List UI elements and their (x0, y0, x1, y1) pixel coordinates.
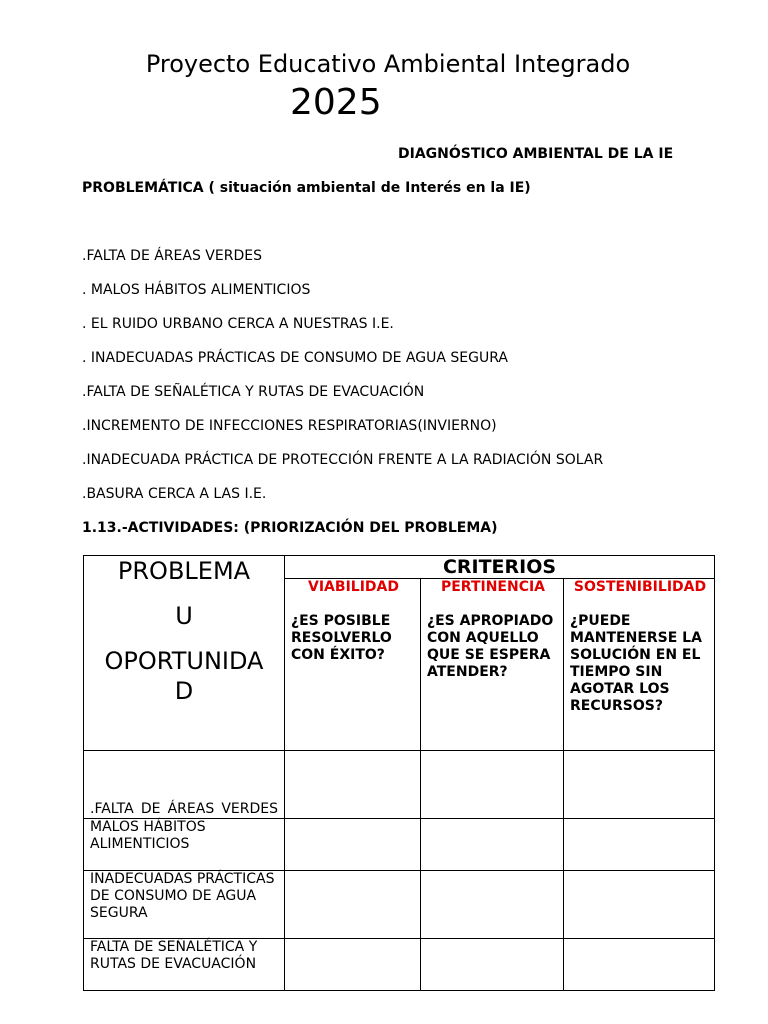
table-row-problem (84, 871, 285, 939)
table-cell[interactable] (564, 871, 715, 939)
criterio-viabilidad-cell (285, 579, 421, 751)
diagnostico-heading: DIAGNÓSTICO AMBIENTAL DE LA IE (398, 146, 674, 162)
problem-list (82, 248, 603, 520)
list-item: .INCREMENTO DE INFECCIONES RESPIRATORIAS(INVIERNO) (82, 418, 497, 434)
table-cell-text: FALTA DE SEÑALÉTICA Y RUTAS DE EVACUACIÓN (90, 939, 258, 972)
criterio-question: ¿ES APROPIADO CON AQUELLO QUE SE ESPERA ATENDER? (427, 613, 554, 680)
problema-header-line: U (175, 602, 193, 630)
table-cell[interactable] (285, 751, 421, 819)
table-row-problem (84, 939, 285, 991)
list-item: .BASURA CERCA A LAS I.E. (82, 486, 267, 502)
table-cell[interactable] (564, 751, 715, 819)
priorizacion-table (83, 555, 715, 991)
table-cell[interactable] (421, 939, 564, 991)
table-row-problem (84, 751, 285, 819)
problematica-heading: PROBLEMÁTICA ( situación ambiental de Interés en la IE) (82, 180, 531, 196)
table-cell[interactable] (564, 939, 715, 991)
table-row-problem (84, 819, 285, 871)
criterios-header: CRITERIOS (285, 556, 715, 579)
table-cell[interactable] (421, 751, 564, 819)
list-item: . INADECUADAS PRÁCTICAS DE CONSUMO DE AGUA SEGURA (82, 350, 508, 366)
list-item: .INADECUADA PRÁCTICA DE PROTECCIÓN FRENTE A LA RADIACIÓN SOLAR (82, 452, 604, 468)
criterio-pertinencia-cell (421, 579, 564, 751)
table-cell-text: INADECUADAS PRÁCTICAS DE CONSUMO DE AGUA SEGURA (90, 871, 275, 921)
criterio-label: SOSTENIBILIDAD (573, 579, 707, 595)
actividades-heading: 1.13.-ACTIVIDADES: (PRIORIZACIÓN DEL PROBLEMA) (82, 520, 498, 536)
problema-header-line: PROBLEMA (117, 557, 251, 585)
criterio-label: PERTINENCIA (440, 579, 546, 595)
criterio-question: ¿ES POSIBLE RESOLVERLO CON ÉXITO? (291, 613, 392, 663)
criterio-sostenibilidad-cell (564, 579, 715, 751)
table-cell[interactable] (285, 871, 421, 939)
table-cell[interactable] (421, 819, 564, 871)
list-item: .FALTA DE ÁREAS VERDES (82, 248, 262, 264)
table-cell[interactable] (285, 819, 421, 871)
problema-header-cell (84, 556, 285, 751)
document-title: Proyecto Educativo Ambiental Integrado (145, 50, 631, 78)
document-year: 2025 (290, 82, 382, 123)
table-cell-text: .FALTA DE ÁREAS VERDES (90, 801, 278, 817)
criterio-question: ¿PUEDE MANTENERSE LA SOLUCIÓN EN EL TIEMPO SIN AGOTAR LOS RECURSOS? (570, 613, 702, 714)
criterio-label: VIABILIDAD (308, 579, 399, 595)
table-cell[interactable] (564, 819, 715, 871)
list-item: . EL RUIDO URBANO CERCA A NUESTRAS I.E. (82, 316, 394, 332)
table-cell[interactable] (285, 939, 421, 991)
problema-header-line: D (174, 677, 194, 705)
table-cell[interactable] (421, 871, 564, 939)
table-cell-text: MALOS HÁBITOS ALIMENTICIOS (90, 819, 206, 852)
list-item: . MALOS HÁBITOS ALIMENTICIOS (82, 282, 311, 298)
list-item: .FALTA DE SEÑALÉTICA Y RUTAS DE EVACUACIÓN (82, 384, 425, 400)
problema-header-line: OPORTUNIDA (104, 647, 264, 675)
